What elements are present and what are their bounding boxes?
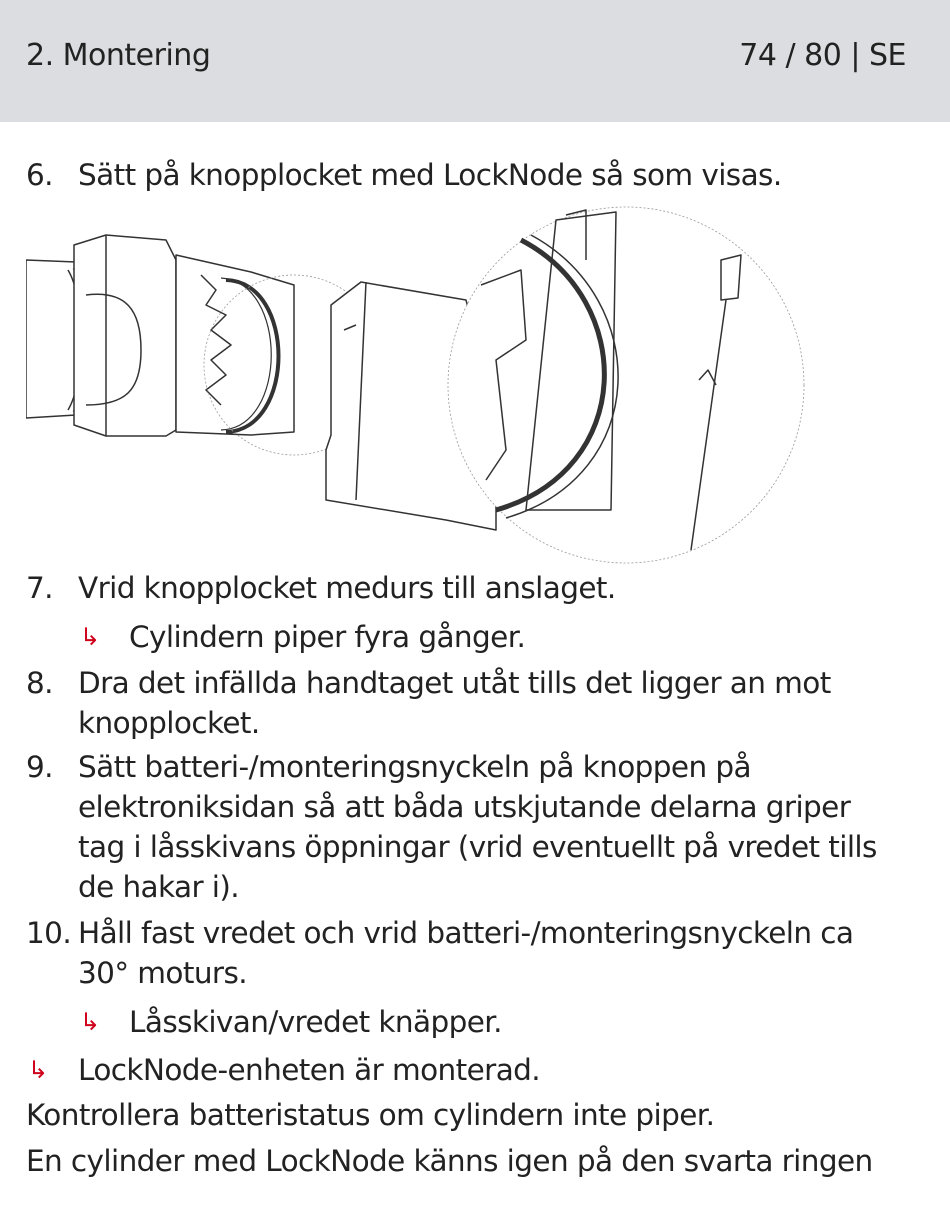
step-text-line: tag i låsskivans öppningar (vrid eventuellt på vredet tills xyxy=(78,830,877,864)
step-number: 6. xyxy=(26,158,53,192)
result-text: Låsskivan/vredet knäpper. xyxy=(129,1005,502,1039)
step-number: 7. xyxy=(26,571,53,605)
step-text-line: Håll fast vredet och vrid batteri-/monteringsnyckeln ca xyxy=(78,916,854,950)
step-number: 8. xyxy=(26,666,53,700)
note-black-ring: En cylinder med LockNode känns igen på den svarta ringen xyxy=(26,1144,873,1178)
step-text: Vrid knopplocket medurs till anslaget. xyxy=(78,571,616,605)
locknode-mounting-illustration xyxy=(26,200,816,565)
step-text-line: 30° moturs. xyxy=(78,956,247,990)
step-text: Sätt på knopplocket med LockNode så som visas. xyxy=(78,158,782,192)
step-number: 9. xyxy=(26,750,53,784)
step-text-line: elektroniksidan så att båda utskjutande delarna griper xyxy=(78,790,851,824)
section-title: 2. Montering xyxy=(26,38,211,73)
note-battery-status: Kontrollera batteristatus om cylindern inte piper. xyxy=(26,1098,715,1132)
page-header xyxy=(0,0,950,122)
result-arrow-icon: ↳ xyxy=(80,1008,100,1036)
result-arrow-icon: ↳ xyxy=(80,623,100,651)
step-number: 10. xyxy=(26,916,72,950)
final-result-text: LockNode-enheten är monterad. xyxy=(78,1053,541,1087)
step-text-line: de hakar i). xyxy=(78,870,240,904)
step-text-line: knopplocket. xyxy=(78,706,260,740)
result-text: Cylindern piper fyra gånger. xyxy=(129,620,526,654)
result-arrow-icon: ↳ xyxy=(28,1056,48,1084)
step-text-line: Dra det infällda handtaget utåt tills det ligger an mot xyxy=(78,666,831,700)
step-text-line: Sätt batteri-/monteringsnyckeln på knoppen på xyxy=(78,750,751,784)
page-indicator: 74 / 80 | SE xyxy=(739,38,906,73)
